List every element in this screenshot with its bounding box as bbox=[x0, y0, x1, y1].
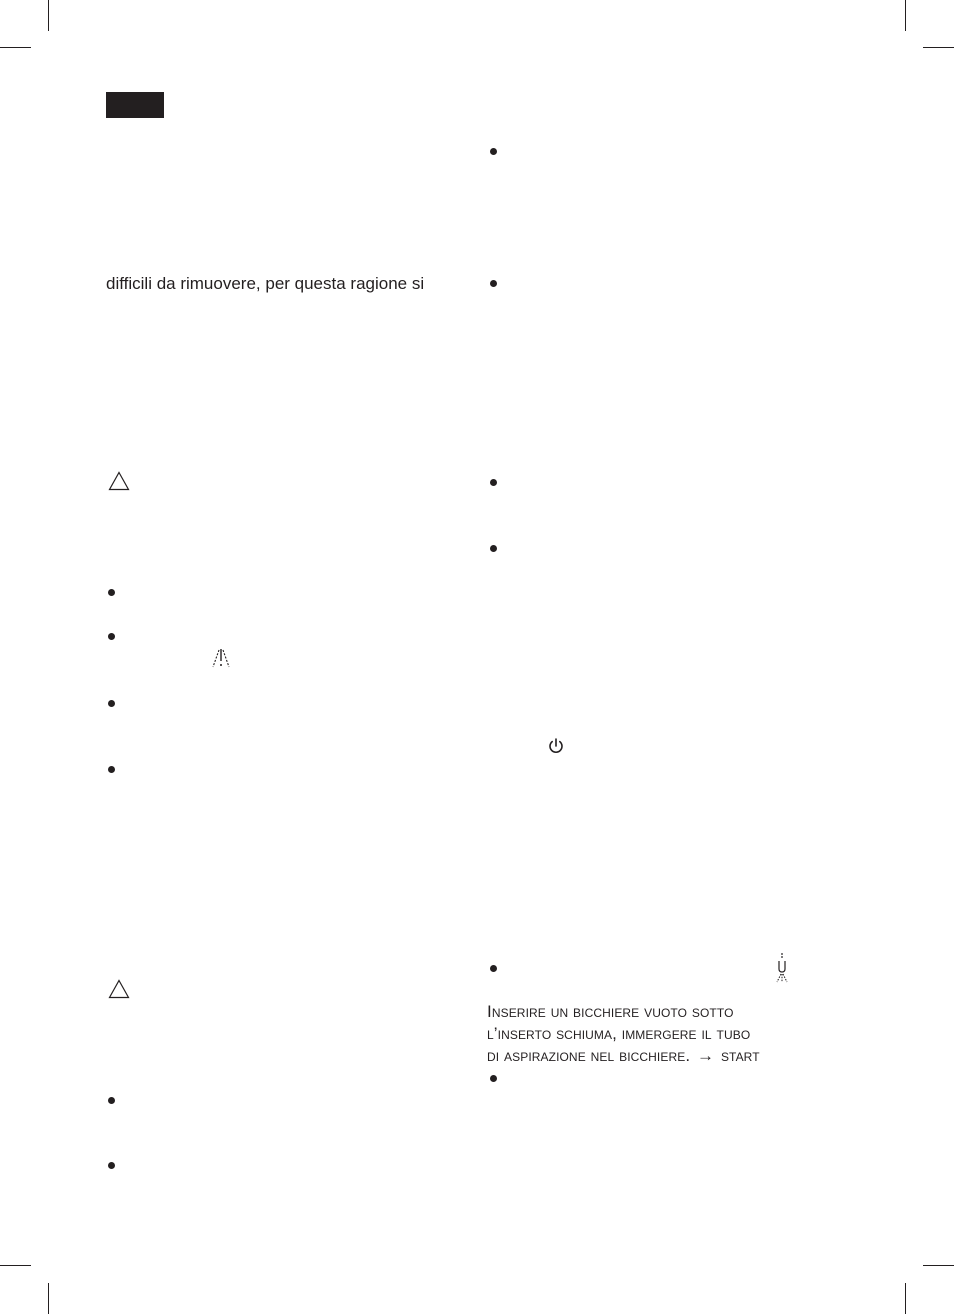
arrow-right-icon: → bbox=[697, 1046, 715, 1065]
list-bullet bbox=[108, 633, 115, 640]
list-bullet bbox=[108, 1097, 115, 1104]
crop-mark-tl-horizontal bbox=[0, 47, 31, 48]
warning-triangle-icon bbox=[108, 979, 130, 999]
list-bullet bbox=[490, 148, 497, 155]
instruction-line-3 bbox=[487, 1045, 760, 1067]
spray-symbol-icon bbox=[210, 647, 232, 669]
crop-mark-bl-vertical bbox=[48, 1283, 49, 1314]
list-bullet bbox=[490, 1075, 497, 1082]
list-bullet bbox=[490, 479, 497, 486]
instruction-line-3-text: di aspirazione nel bicchiere. bbox=[487, 1046, 691, 1065]
crop-mark-br-vertical bbox=[905, 1283, 906, 1314]
list-bullet bbox=[108, 1162, 115, 1169]
list-bullet bbox=[108, 700, 115, 707]
body-text-fragment: difficili da rimuovere, per questa ragione si bbox=[106, 274, 425, 293]
crop-mark-tl-vertical bbox=[48, 0, 49, 31]
crop-mark-tr-vertical bbox=[905, 0, 906, 31]
instruction-line-1: Inserire un bicchiere vuoto sotto bbox=[487, 1002, 734, 1021]
list-bullet bbox=[490, 280, 497, 287]
instruction-line-2: l’inserto schiuma, immergere il tubo bbox=[487, 1024, 751, 1043]
warning-triangle-icon bbox=[108, 471, 130, 491]
steam-symbol-icon bbox=[774, 952, 790, 984]
crop-mark-tr-horizontal bbox=[923, 47, 954, 48]
language-tag bbox=[106, 92, 164, 118]
power-icon bbox=[547, 737, 565, 755]
crop-mark-bl-horizontal bbox=[0, 1265, 31, 1266]
list-bullet bbox=[108, 589, 115, 596]
crop-mark-br-horizontal bbox=[923, 1265, 954, 1266]
list-bullet bbox=[108, 766, 115, 773]
list-bullet bbox=[490, 965, 497, 972]
start-label: start bbox=[720, 1046, 760, 1065]
list-bullet bbox=[490, 545, 497, 552]
